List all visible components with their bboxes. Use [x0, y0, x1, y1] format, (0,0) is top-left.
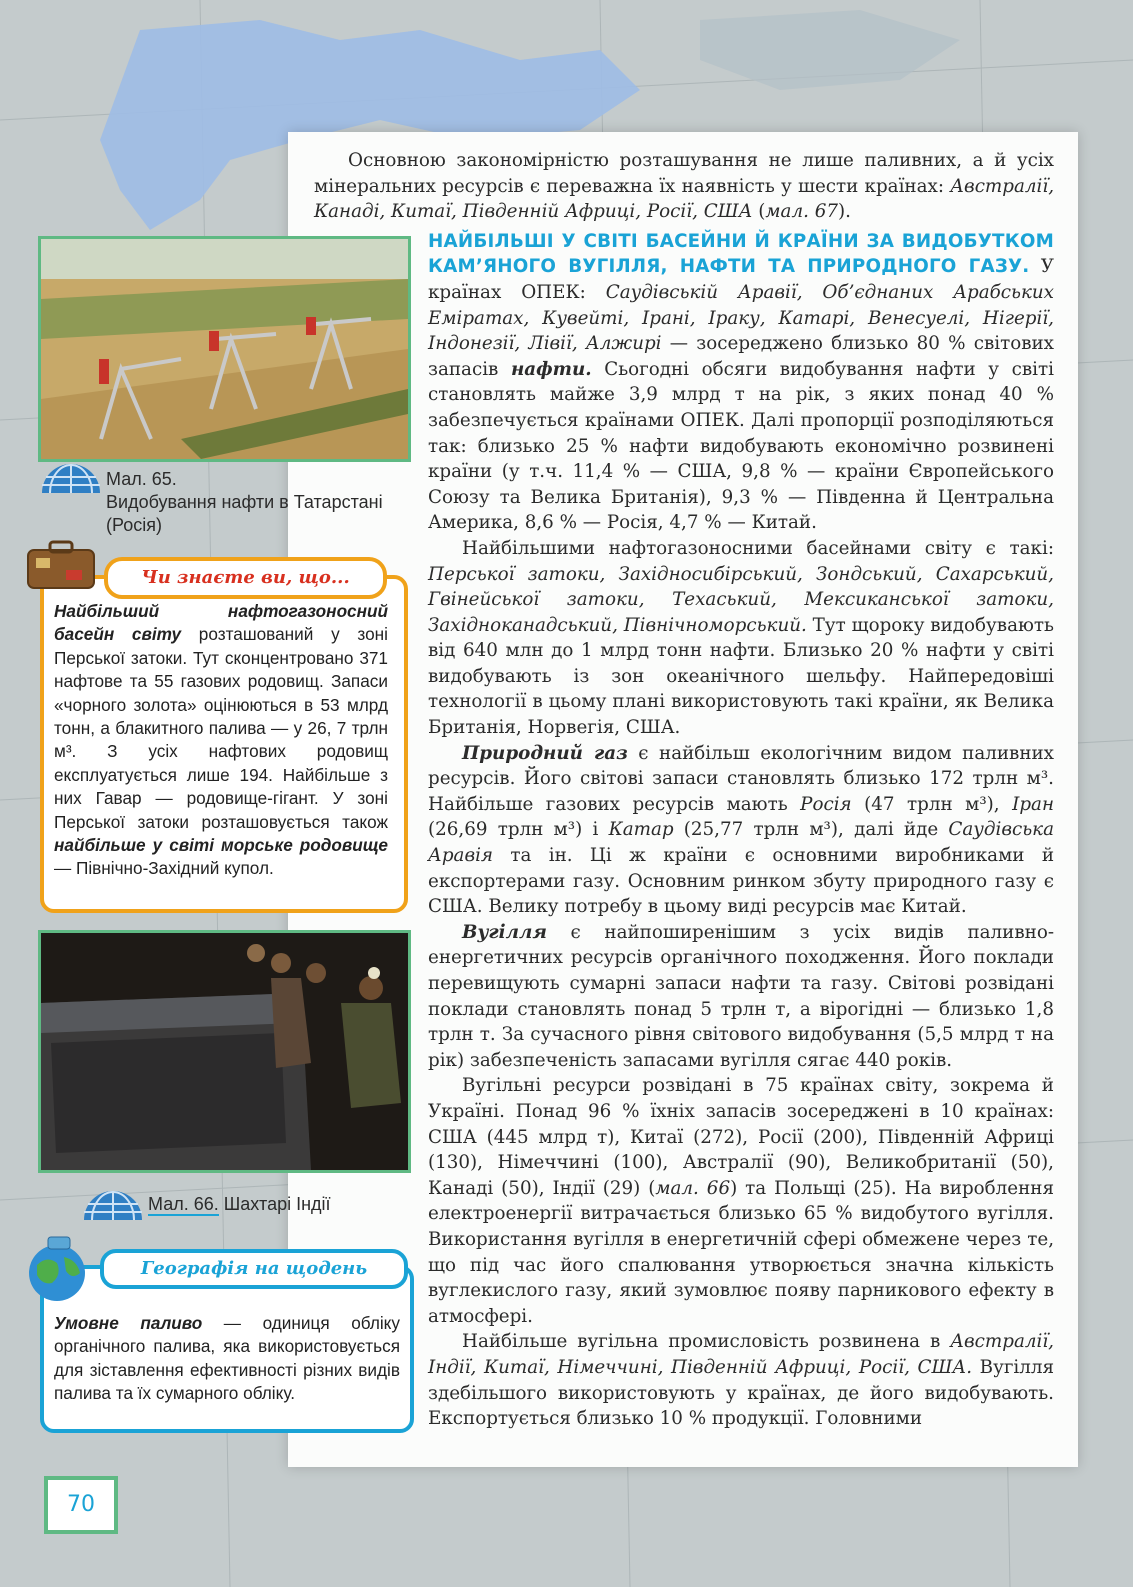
- figure-66-caption: [148, 1193, 408, 1216]
- geography-daily-text: Умовне паливо — одиниця обліку органічного палива, яка використовується для зіставлення ефективності різних видів палива та їх сумарного обліку.: [54, 1313, 400, 1404]
- suitcase-icon: [26, 540, 96, 590]
- did-you-know-title: Чи знаєте ви, що...: [104, 557, 387, 599]
- main-text: [314, 148, 1055, 1432]
- globe-icon: [82, 1190, 144, 1222]
- photo-miners: [38, 930, 411, 1173]
- paragraph-basins: Найбільшими нафтогазоносними басейнами світу є такі: Перської затоки, Західносибірський, Зондський, Сахарський, Гвінейської затоки, Техаський, Мексиканської затоки, Західноканадський, Північноморський. Тут щороку видобувають від 640 млн до 1 млрд тонн нафти. Близько 20 % нафти у світі видобувають із зон океанічного шельфу. Найпередовіші технології в цьому плані використовують такі країни, як Велика Британія, Норвегія, США.: [428, 537, 1054, 739]
- earth-globe-icon: [22, 1235, 92, 1305]
- globe-icon: [40, 463, 102, 495]
- page-number: 70: [44, 1476, 118, 1534]
- photo-oil-pumps: [38, 236, 411, 462]
- figure-66-label: Мал. 66.: [148, 1194, 219, 1214]
- figure-65-caption: [106, 468, 406, 537]
- paragraph-coal-reserves: Вугільні ресурси розвідані в 75 країнах світу, зокрема й Україні. Понад 96 % їхніх запасів зосереджені в 10 країнах: США (445 млрд т), Китаї (272), Росії (200), Південній Африці (130), Німеччині (100), Австралії (90), Великобританії (50), Канаді (50), Індії (29) (мал. 66) та Польщі (25). На вироблення електроенергії витрачається близько 65 % видобутого вугілля. Використання вугілля в енергетичній сфері обмежене через те, що під час його спалювання утворюється значна кількість вуглекислого газу, який зумовлює появу парникового ефекту в атмосфері.: [428, 1075, 1054, 1327]
- figure-65-text: Видобування нафти в Татарстані (Росія): [106, 492, 383, 535]
- figure-65-label: Мал. 65.: [106, 469, 177, 489]
- did-you-know-text: Найбільший нафтогазоносний басейн світу розташований у зоні Перської затоки. Тут сконцентровано 371 нафтове та 55 газових родовищ. Запаси «чорного золота» оцінюються в 53 млрд тонн, а блакитного палива — у 26, 7 трлн м³. З усіх нафтових родовищ експлуатується лише 194. Найбільше з них Гавар — родовище-гігант. У зоні Перської затоки розташовується також найбільше у світі морське родовище — Північно-Західний купол.: [54, 601, 388, 879]
- paragraph-natural-gas: Природний газ є найбільш екологічним видом паливних ресурсів. Його світові запаси становлять близько 172 трлн м³. Найбільше газових ресурсів мають Росія (47 трлн м³), Іран (26,69 трлн м³) і Катар (25,77 трлн м³), далі йде Саудівська Аравія та ін. Ці ж країни є основними виробниками й експортерами газу. Основним ринком збуту природного газу є США. Велику потребу в цьому виді ресурсів має Китай.: [428, 742, 1054, 918]
- paragraph-coal: Вугілля є найпоширенішим з усіх видів паливно-енергетичних ресурсів органічного походження. Його поклади перевищують сумарні запаси нафти та газу. Світові розвідані поклади становлять понад 5 трлн т, а вірогідні — близько 1,8 трлн т. За сучасного рівня світового видобування (5,5 млрд т на рік) забезпеченість запасами вугілля сягає 440 років.: [428, 921, 1054, 1071]
- geography-daily-title: Географія на щодень: [100, 1249, 408, 1289]
- paragraph-coal-industry: Найбільше вугільна промисловість розвинена в Австралії, Індії, Китаї, Німеччині, Південній Африці, Росії, США. Вугілля здебільшого використовують у країнах, де його видобувають. Експортується близько 10 % продукції. Головними: [428, 1331, 1055, 1430]
- section-heading: НАЙБІЛЬШІ У СВІТІ БАСЕЙНИ Й КРАЇНИ ЗА ВИДОБУТКОМ КАМ’ЯНОГО ВУГІЛЛЯ, НАФТИ ТА ПРИРОДНОГО ГАЗУ.: [428, 230, 1054, 278]
- intro-paragraph: Основною закономірністю розташування не лише паливних, а й усіх мінеральних ресурсів є переважна їх наявність у шести країнах: Австралії, Канаді, Китаї, Південній Африці, Росії, США (мал. 67).: [314, 150, 1055, 223]
- section-paragraph-opec: НАЙБІЛЬШІ У СВІТІ БАСЕЙНИ Й КРАЇНИ ЗА ВИДОБУТКОМ КАМ’ЯНОГО ВУГІЛЛЯ, НАФТИ ТА ПРИРОДНОГО ГАЗУ. У країнах ОПЕК: Саудівській Аравії, Об’єднаних Арабських Еміратах, Кувейті, Ірані, Іраку, Катарі, Венесуелі, Нігерії, Індонезії, Лівії, Алжирі — зосереджено близько 80 % світових запасів нафти. Сьогодні обсяги видобування нафти у світі становлять майже 3,9 млрд т на рік, з яких понад 40 % забезпечується країнами ОПЕК. Далі пропорції розподіляються так: близько 25 % нафти видобувають економічно розвинені країни (у т.ч. 11,4 % — США, 9,8 % — країни Європейського Союзу та Велика Британія), 9,3 % — Південна й Центральна Америка, 8,6 % — Росія, 4,7 % — Китай.: [428, 230, 1054, 534]
- figure-66-text: Шахтарі Індії: [218, 1194, 331, 1214]
